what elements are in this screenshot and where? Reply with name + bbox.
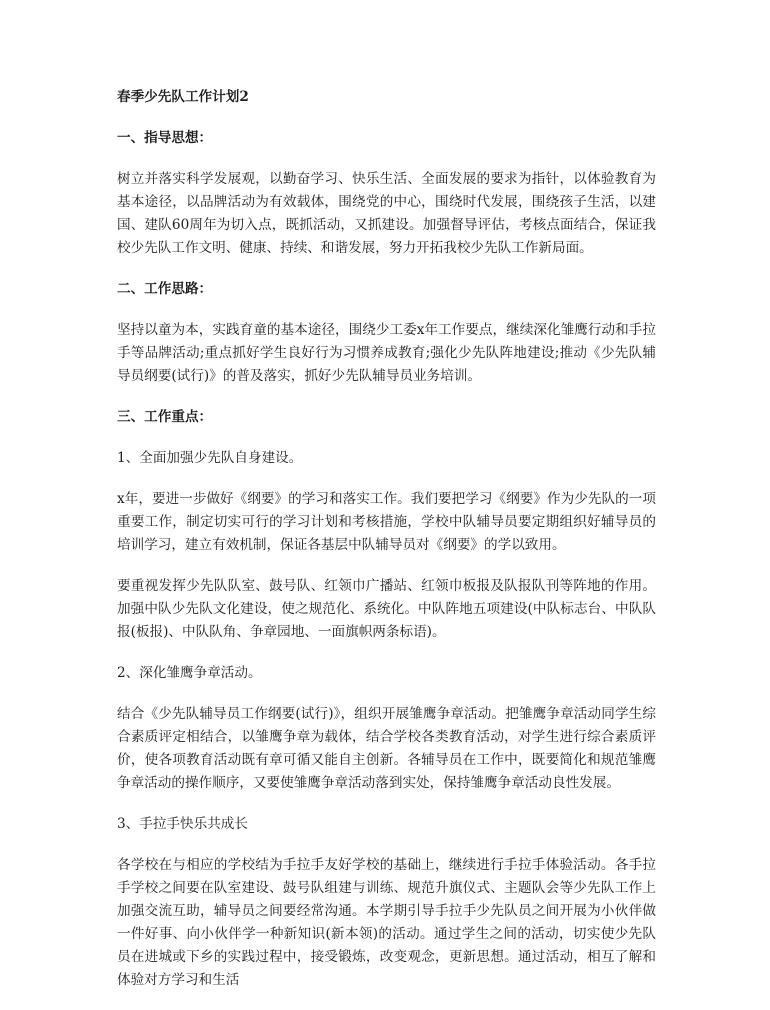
paragraph-position-building: 要重视发挥少先队队室、鼓号队、红领巾广播站、红领巾板报及队报队刊等阵地的作用。加强中队少先队文化建设，使之规范化、系统化。中队阵地五项建设(中队标志台、中队队报(板报)、中队队角、争章园地、一面旗帜两条标语)。: [117, 578, 656, 640]
subheading-eagle-badge: 2、深化雏鹰争章活动。: [117, 665, 262, 681]
paragraph-outline-study: x年，要进一步做好《纲要》的学习和落实工作。我们要把学习《纲要》作为少先队的一项重要工作，制定切实可行的学习计划和考核措施，学校中队辅导员要定期组织好辅导员的培训学习，建立有效机制，保证各基层中队辅导员对《纲要》的学以致用。: [117, 491, 656, 553]
subheading-hand-in-hand: 3、手拉手快乐共成长: [117, 816, 248, 832]
section-heading-work-approach: 二、工作思路：: [117, 281, 213, 297]
paragraph-guiding-ideology: 树立并落实科学发展观，以勤奋学习、快乐生活、全面发展的要求为指针，以体验教育为基本途径，以品牌活动为有效载体，围绕党的中心，围绕时代发展，围绕孩子生活，以建国、建队60周年为切入点，既抓活动，又抓建设。加强督导评估，考核点面结合，保证我校少先队工作文明、健康、持续、和谐发展，努力开拓我校少先队工作新局面。: [117, 171, 656, 256]
document-body: [117, 86, 656, 1010]
subheading-strengthen-team: 1、全面加强少先队自身建设。: [117, 450, 303, 466]
document-title: 春季少先队工作计划2: [117, 89, 249, 105]
section-heading-guiding-ideology: 一、指导思想：: [117, 130, 213, 146]
paragraph-work-approach: 坚持以童为本，实践育童的基本途径，围绕少工委x年工作要点，继续深化雏鹰行动和手拉手等品牌活动;重点抓好学生良好行为习惯养成教育;强化少先队阵地建设;推动《少先队辅导员纲要(试行)》的普及落实，抓好少先队辅导员业务培训。: [117, 322, 656, 384]
paragraph-eagle-badge: 结合《少先队辅导员工作纲要(试行)》，组织开展雏鹰争章活动。把雏鹰争章活动同学生综合素质评定相结合，以雏鹰争章为载体，结合学校各类教育活动，对学生进行综合素质评价，使各项教育活动既有章可循又能自主创新。各辅导员在工作中，既要简化和规范雏鹰争章活动的操作顺序，又要使雏鹰争章活动落到实处，保持雏鹰争章活动良性发展。: [117, 706, 656, 791]
section-heading-work-focus: 三、工作重点：: [117, 409, 213, 425]
paragraph-hand-in-hand: 各学校在与相应的学校结为手拉手友好学校的基础上，继续进行手拉手体验活动。各手拉手学校之间要在队室建设、鼓号队组建与训练、规范升旗仪式、主题队会等少先队工作上加强交流互助，辅导员之间要经常沟通。本学期引导手拉手少先队员之间开展为小伙伴做一件好事、向小伙伴学一种新知识(新本领)的活动。通过学生之间的活动，切实使少先队员在进城或下乡的实践过程中，接受锻炼，改变观念，更新思想。通过活动，相互了解和体验对方学习和生活: [117, 857, 656, 988]
